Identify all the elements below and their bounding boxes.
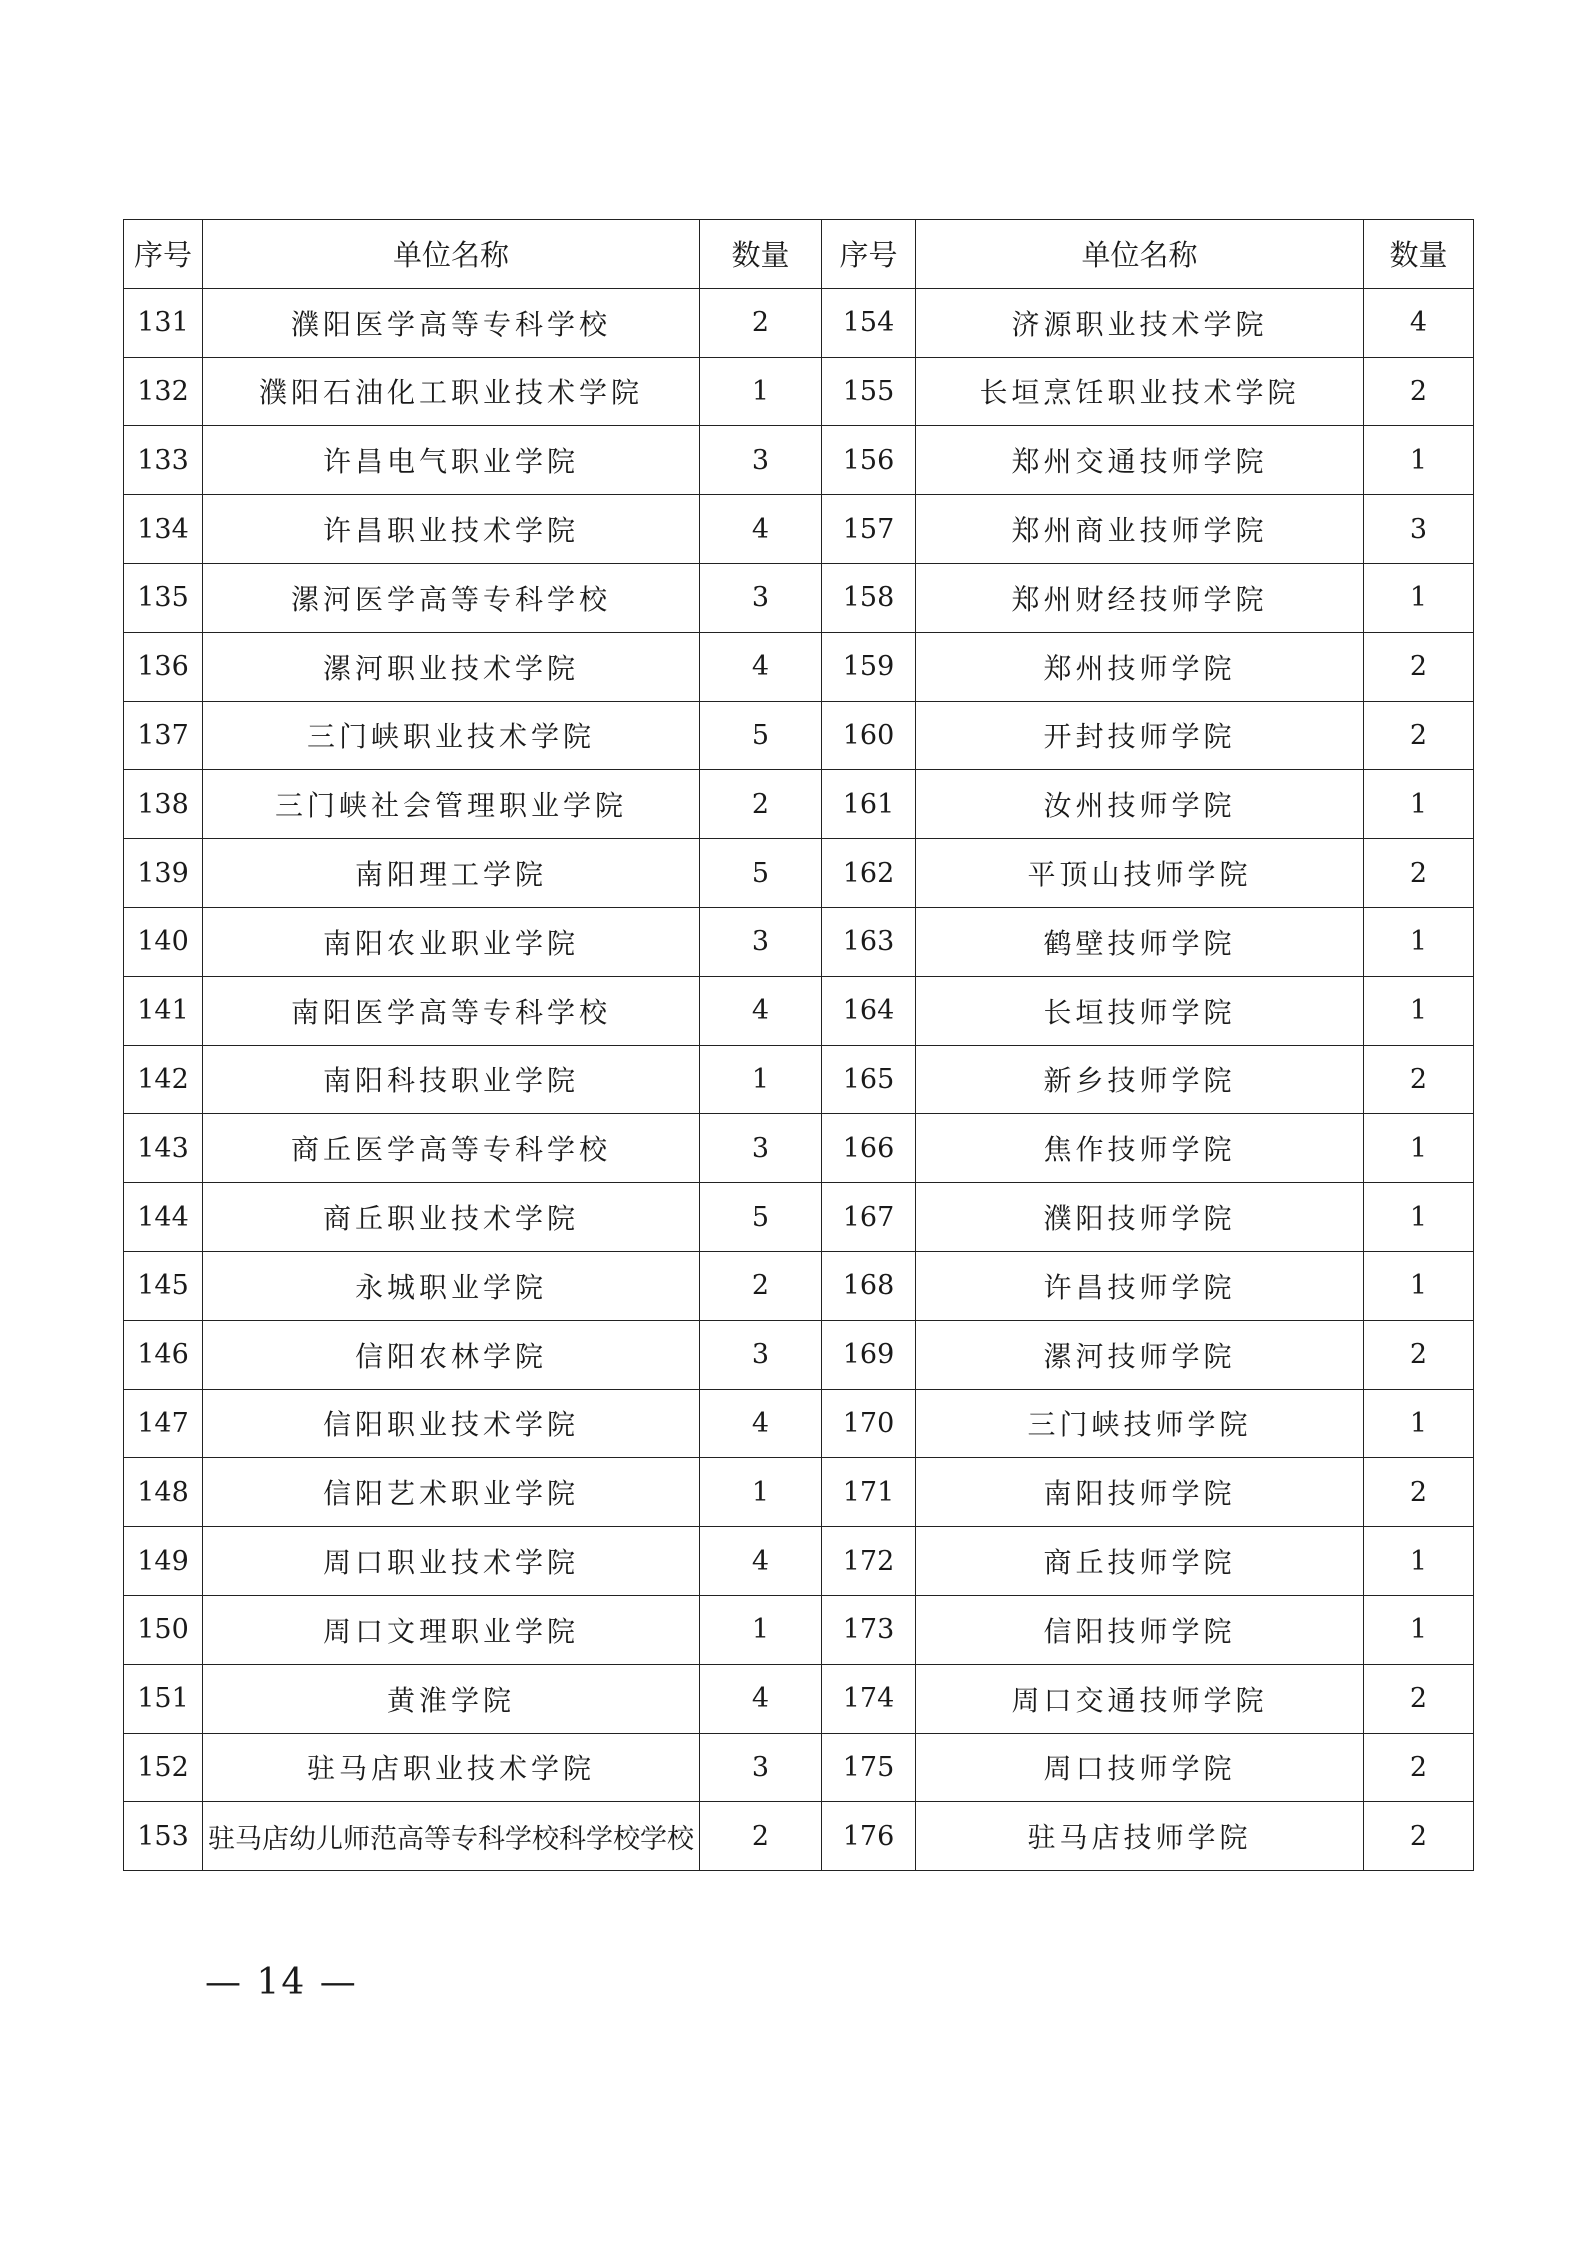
cell-unit-name-left: 漯河医学高等专科学校 [203, 563, 700, 632]
cell-quantity-right: 2 [1364, 1802, 1474, 1871]
header-quantity-right: 数量 [1364, 220, 1474, 289]
cell-quantity-left: 2 [700, 770, 822, 839]
table-row [124, 1389, 1474, 1458]
cell-seq-right: 164 [822, 976, 916, 1045]
cell-seq-left: 146 [124, 1320, 203, 1389]
cell-seq-right: 173 [822, 1595, 916, 1664]
cell-unit-name-right: 长垣技师学院 [916, 976, 1364, 1045]
cell-seq-right: 176 [822, 1802, 916, 1871]
cell-unit-name-left: 商丘职业技术学院 [203, 1183, 700, 1252]
cell-quantity-right: 1 [1364, 770, 1474, 839]
cell-unit-name-left: 南阳理工学院 [203, 839, 700, 908]
cell-seq-right: 170 [822, 1389, 916, 1458]
cell-unit-name-left: 周口职业技术学院 [203, 1527, 700, 1596]
header-quantity-left: 数量 [700, 220, 822, 289]
cell-unit-name-left: 三门峡社会管理职业学院 [203, 770, 700, 839]
cell-quantity-left: 1 [700, 1045, 822, 1114]
cell-quantity-left: 1 [700, 1595, 822, 1664]
cell-seq-right: 161 [822, 770, 916, 839]
cell-unit-name-right: 南阳技师学院 [916, 1458, 1364, 1527]
cell-seq-right: 154 [822, 288, 916, 357]
cell-unit-name-right: 三门峡技师学院 [916, 1389, 1364, 1458]
cell-unit-name-right: 开封技师学院 [916, 701, 1364, 770]
cell-seq-left: 148 [124, 1458, 203, 1527]
cell-unit-name-right: 郑州商业技师学院 [916, 495, 1364, 564]
cell-seq-left: 136 [124, 632, 203, 701]
cell-unit-name-left: 南阳农业职业学院 [203, 907, 700, 976]
cell-seq-right: 168 [822, 1251, 916, 1320]
table-row [124, 1114, 1474, 1183]
cell-quantity-left: 3 [700, 1320, 822, 1389]
cell-quantity-right: 2 [1364, 839, 1474, 908]
table-row [124, 1251, 1474, 1320]
cell-seq-left: 133 [124, 426, 203, 495]
cell-unit-name-left: 南阳医学高等专科学校 [203, 976, 700, 1045]
header-unit-name-left: 单位名称 [203, 220, 700, 289]
cell-seq-left: 134 [124, 495, 203, 564]
table-row [124, 563, 1474, 632]
cell-unit-name-left: 许昌电气职业学院 [203, 426, 700, 495]
cell-unit-name-right: 濮阳技师学院 [916, 1183, 1364, 1252]
cell-unit-name-right: 周口交通技师学院 [916, 1664, 1364, 1733]
cell-unit-name-right: 焦作技师学院 [916, 1114, 1364, 1183]
cell-seq-left: 137 [124, 701, 203, 770]
cell-quantity-left: 2 [700, 1251, 822, 1320]
cell-seq-left: 152 [124, 1733, 203, 1802]
cell-quantity-left: 3 [700, 1733, 822, 1802]
cell-seq-left: 144 [124, 1183, 203, 1252]
cell-unit-name-right: 郑州技师学院 [916, 632, 1364, 701]
cell-quantity-right: 1 [1364, 1114, 1474, 1183]
cell-quantity-right: 1 [1364, 1183, 1474, 1252]
table-row [124, 907, 1474, 976]
cell-quantity-left: 1 [700, 357, 822, 426]
cell-quantity-right: 2 [1364, 632, 1474, 701]
cell-seq-right: 165 [822, 1045, 916, 1114]
cell-seq-right: 171 [822, 1458, 916, 1527]
cell-unit-name-right: 新乡技师学院 [916, 1045, 1364, 1114]
cell-unit-name-right: 驻马店技师学院 [916, 1802, 1364, 1871]
header-seq-left: 序号 [124, 220, 203, 289]
cell-unit-name-right: 许昌技师学院 [916, 1251, 1364, 1320]
cell-unit-name-right: 平顶山技师学院 [916, 839, 1364, 908]
cell-unit-name-right: 汝州技师学院 [916, 770, 1364, 839]
cell-quantity-right: 2 [1364, 1458, 1474, 1527]
cell-seq-left: 142 [124, 1045, 203, 1114]
cell-quantity-left: 5 [700, 701, 822, 770]
cell-seq-right: 155 [822, 357, 916, 426]
cell-unit-name-left: 驻马店幼儿师范高等专科学校科学校学校 [203, 1802, 700, 1871]
cell-unit-name-left: 濮阳医学高等专科学校 [203, 288, 700, 357]
cell-quantity-left: 3 [700, 907, 822, 976]
cell-unit-name-right: 济源职业技术学院 [916, 288, 1364, 357]
cell-unit-name-left: 许昌职业技术学院 [203, 495, 700, 564]
cell-seq-left: 138 [124, 770, 203, 839]
cell-quantity-left: 3 [700, 563, 822, 632]
cell-unit-name-right: 信阳技师学院 [916, 1595, 1364, 1664]
cell-quantity-left: 2 [700, 1802, 822, 1871]
table-row [124, 426, 1474, 495]
cell-quantity-left: 1 [700, 1458, 822, 1527]
cell-quantity-right: 1 [1364, 907, 1474, 976]
cell-quantity-left: 4 [700, 632, 822, 701]
cell-unit-name-left: 周口文理职业学院 [203, 1595, 700, 1664]
header-unit-name-right: 单位名称 [916, 220, 1364, 289]
cell-seq-right: 162 [822, 839, 916, 908]
cell-seq-left: 147 [124, 1389, 203, 1458]
cell-seq-right: 157 [822, 495, 916, 564]
table-row [124, 1183, 1474, 1252]
cell-unit-name-left: 信阳艺术职业学院 [203, 1458, 700, 1527]
cell-unit-name-right: 漯河技师学院 [916, 1320, 1364, 1389]
cell-seq-right: 156 [822, 426, 916, 495]
cell-unit-name-left: 濮阳石油化工职业技术学院 [203, 357, 700, 426]
cell-seq-right: 169 [822, 1320, 916, 1389]
cell-quantity-right: 1 [1364, 1527, 1474, 1596]
cell-unit-name-left: 永城职业学院 [203, 1251, 700, 1320]
cell-seq-right: 159 [822, 632, 916, 701]
cell-seq-left: 139 [124, 839, 203, 908]
cell-seq-right: 163 [822, 907, 916, 976]
cell-quantity-left: 4 [700, 495, 822, 564]
cell-quantity-left: 5 [700, 839, 822, 908]
table-row [124, 976, 1474, 1045]
cell-unit-name-right: 鹤壁技师学院 [916, 907, 1364, 976]
cell-quantity-right: 2 [1364, 1320, 1474, 1389]
cell-seq-left: 153 [124, 1802, 203, 1871]
cell-quantity-right: 2 [1364, 701, 1474, 770]
cell-unit-name-left: 南阳科技职业学院 [203, 1045, 700, 1114]
cell-quantity-right: 2 [1364, 1664, 1474, 1733]
cell-unit-name-right: 商丘技师学院 [916, 1527, 1364, 1596]
cell-unit-name-left: 信阳职业技术学院 [203, 1389, 700, 1458]
page-number: — 14 — [205, 1962, 358, 2003]
cell-quantity-left: 5 [700, 1183, 822, 1252]
cell-unit-name-left: 商丘医学高等专科学校 [203, 1114, 700, 1183]
cell-unit-name-right: 郑州财经技师学院 [916, 563, 1364, 632]
table-row [124, 357, 1474, 426]
cell-seq-left: 131 [124, 288, 203, 357]
cell-seq-left: 141 [124, 976, 203, 1045]
cell-quantity-right: 2 [1364, 1733, 1474, 1802]
table-row [124, 770, 1474, 839]
cell-quantity-left: 2 [700, 288, 822, 357]
table-row [124, 1320, 1474, 1389]
allocation-table [123, 219, 1474, 1871]
cell-seq-left: 151 [124, 1664, 203, 1733]
cell-seq-left: 143 [124, 1114, 203, 1183]
cell-seq-right: 158 [822, 563, 916, 632]
table-row [124, 1802, 1474, 1871]
cell-unit-name-left: 三门峡职业技术学院 [203, 701, 700, 770]
table-row [124, 1458, 1474, 1527]
cell-unit-name-left: 漯河职业技术学院 [203, 632, 700, 701]
cell-quantity-left: 3 [700, 426, 822, 495]
table-row [124, 1595, 1474, 1664]
cell-unit-name-right: 郑州交通技师学院 [916, 426, 1364, 495]
table-row [124, 1733, 1474, 1802]
cell-seq-left: 149 [124, 1527, 203, 1596]
table-row [124, 632, 1474, 701]
cell-unit-name-left: 信阳农林学院 [203, 1320, 700, 1389]
cell-unit-name-left: 驻马店职业技术学院 [203, 1733, 700, 1802]
cell-unit-name-left: 黄淮学院 [203, 1664, 700, 1733]
cell-seq-right: 175 [822, 1733, 916, 1802]
cell-quantity-right: 4 [1364, 288, 1474, 357]
cell-seq-right: 172 [822, 1527, 916, 1596]
cell-quantity-right: 1 [1364, 1595, 1474, 1664]
cell-unit-name-right: 长垣烹饪职业技术学院 [916, 357, 1364, 426]
cell-quantity-left: 4 [700, 1527, 822, 1596]
cell-seq-right: 174 [822, 1664, 916, 1733]
cell-quantity-left: 4 [700, 1664, 822, 1733]
cell-quantity-right: 1 [1364, 426, 1474, 495]
cell-quantity-right: 1 [1364, 976, 1474, 1045]
cell-quantity-right: 1 [1364, 1251, 1474, 1320]
cell-unit-name-right: 周口技师学院 [916, 1733, 1364, 1802]
cell-seq-left: 135 [124, 563, 203, 632]
table-row [124, 288, 1474, 357]
cell-seq-left: 140 [124, 907, 203, 976]
table-row [124, 701, 1474, 770]
cell-quantity-left: 4 [700, 976, 822, 1045]
cell-quantity-right: 1 [1364, 1389, 1474, 1458]
cell-quantity-right: 2 [1364, 1045, 1474, 1114]
table-row [124, 1045, 1474, 1114]
cell-quantity-right: 1 [1364, 563, 1474, 632]
cell-seq-left: 145 [124, 1251, 203, 1320]
table-header-row [124, 220, 1474, 289]
table-row [124, 495, 1474, 564]
cell-seq-left: 150 [124, 1595, 203, 1664]
cell-seq-right: 160 [822, 701, 916, 770]
cell-quantity-right: 3 [1364, 495, 1474, 564]
cell-quantity-left: 3 [700, 1114, 822, 1183]
cell-seq-left: 132 [124, 357, 203, 426]
header-seq-right: 序号 [822, 220, 916, 289]
table-row [124, 1664, 1474, 1733]
table-row [124, 1527, 1474, 1596]
cell-seq-right: 167 [822, 1183, 916, 1252]
cell-seq-right: 166 [822, 1114, 916, 1183]
table-body [124, 288, 1474, 1870]
cell-quantity-right: 2 [1364, 357, 1474, 426]
cell-quantity-left: 4 [700, 1389, 822, 1458]
table-row [124, 839, 1474, 908]
